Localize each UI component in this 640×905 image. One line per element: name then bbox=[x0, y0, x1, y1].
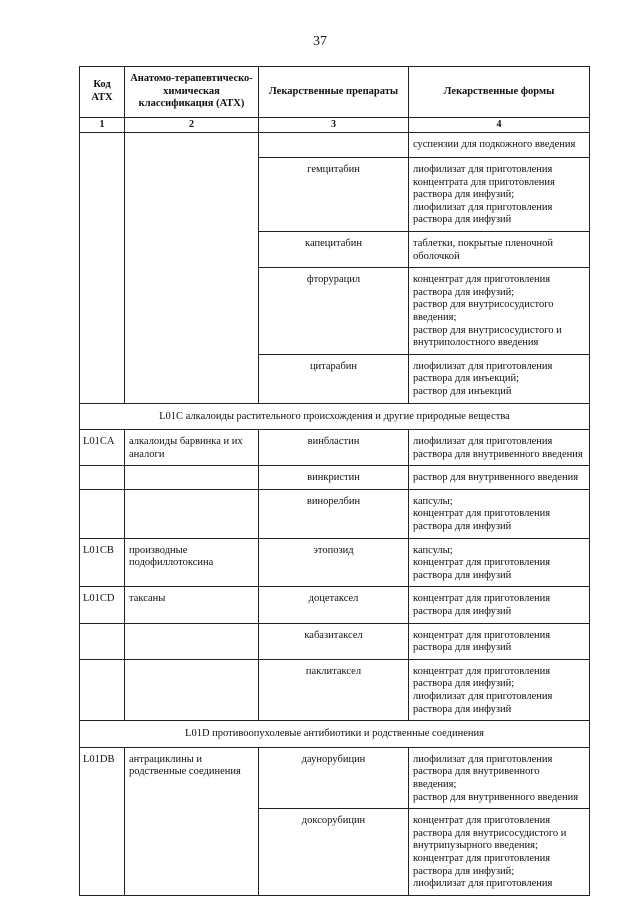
form-cell bbox=[409, 133, 590, 158]
form-cell bbox=[409, 623, 590, 659]
form-line: концентрат для приготовления раствора для инфузий; bbox=[413, 852, 551, 877]
form-cell bbox=[409, 587, 590, 623]
code-cell: L01CD bbox=[80, 587, 125, 623]
form-line: концентрат для приготовления раствора для инфузий; bbox=[413, 665, 551, 690]
drug-cell: цитарабин bbox=[259, 354, 409, 403]
form-line: лиофилизат для приготовления раствора для инфузий bbox=[413, 201, 553, 226]
drug-cell: капецитабин bbox=[259, 231, 409, 267]
drug-table bbox=[79, 66, 590, 896]
table-header-row bbox=[80, 67, 590, 118]
form-line: лиофилизат для приготовления bbox=[413, 878, 553, 890]
form-line: капсулы; bbox=[413, 495, 453, 507]
form-line: концентрат для приготовления раствора для инфузий bbox=[413, 508, 551, 533]
form-cell bbox=[409, 231, 590, 267]
classification-cell bbox=[125, 623, 259, 659]
drug-cell: доцетаксел bbox=[259, 587, 409, 623]
form-line: капсулы; bbox=[413, 544, 453, 556]
form-line: раствор для внутрисосудистого и внутриполостного введения bbox=[413, 324, 562, 349]
form-cell bbox=[409, 747, 590, 808]
header-forms: Лекарственные формы bbox=[409, 67, 590, 118]
form-cell bbox=[409, 430, 590, 466]
table-row bbox=[80, 659, 590, 720]
code-cell bbox=[80, 489, 125, 538]
drug-cell: гемцитабин bbox=[259, 158, 409, 232]
drug-cell: винкристин bbox=[259, 466, 409, 490]
column-number: 3 bbox=[259, 118, 409, 133]
form-cell bbox=[409, 809, 590, 896]
table-row bbox=[80, 587, 590, 623]
code-cell bbox=[80, 623, 125, 659]
classification-cell: производные подофиллотоксина bbox=[125, 538, 259, 587]
code-cell: L01CB bbox=[80, 538, 125, 587]
form-cell bbox=[409, 268, 590, 355]
code-cell bbox=[80, 133, 125, 404]
form-line: лиофилизат для приготовления концентрата для приготовления раствора для инфузий; bbox=[413, 164, 555, 201]
table-row bbox=[80, 489, 590, 538]
drug-cell: доксорубицин bbox=[259, 809, 409, 896]
section-title: L01D противоопухолевые антибиотики и родственные соединения bbox=[80, 721, 590, 748]
section-row bbox=[80, 403, 590, 430]
table-row bbox=[80, 133, 590, 158]
header-drugs: Лекарственные препараты bbox=[259, 67, 409, 118]
drug-cell: винбластин bbox=[259, 430, 409, 466]
table-row bbox=[80, 538, 590, 587]
table-row bbox=[80, 623, 590, 659]
form-line: лиофилизат для приготовления раствора для инфузий bbox=[413, 691, 553, 715]
classification-cell: алкалоиды барвинка и их аналоги bbox=[125, 430, 259, 466]
form-line: суспензии для подкожного введения bbox=[413, 139, 576, 150]
header-classification: Анатомо-терапевтическо-химическая классификация (АТХ) bbox=[125, 67, 259, 118]
code-cell bbox=[80, 466, 125, 490]
form-line: раствор для внутривенного введения bbox=[413, 472, 579, 484]
table-row bbox=[80, 466, 590, 490]
form-cell bbox=[409, 354, 590, 403]
code-cell bbox=[80, 659, 125, 720]
form-line: концентрат для приготовления раствора для инфузий; bbox=[413, 274, 551, 298]
classification-cell: антрациклины и родственные соединения bbox=[125, 747, 259, 895]
code-cell: L01DB bbox=[80, 747, 125, 895]
table-row bbox=[80, 747, 590, 808]
section-row bbox=[80, 721, 590, 748]
code-cell: L01CA bbox=[80, 430, 125, 466]
form-line: лиофилизат для приготовления раствора для внутривенного введения; bbox=[413, 753, 553, 790]
drug-cell: кабазитаксел bbox=[259, 623, 409, 659]
classification-cell: таксаны bbox=[125, 587, 259, 623]
drug-cell: этопозид bbox=[259, 538, 409, 587]
form-line: таблетки, покрытые пленочной оболочкой bbox=[413, 237, 554, 262]
page-number: 37 bbox=[313, 34, 327, 49]
classification-cell bbox=[125, 659, 259, 720]
column-number: 2 bbox=[125, 118, 259, 133]
form-line: концентрат для приготовления раствора для внутрисосудистого и внутрипузырного введения; bbox=[413, 815, 567, 852]
form-line: раствор для инъекций bbox=[413, 385, 512, 397]
header-atc-code: Код АТХ bbox=[80, 67, 125, 118]
classification-cell bbox=[125, 489, 259, 538]
classification-cell bbox=[125, 466, 259, 490]
form-line: концентрат для приготовления раствора для инфузий bbox=[413, 629, 551, 654]
column-number: 4 bbox=[409, 118, 590, 133]
form-cell bbox=[409, 158, 590, 232]
form-line: раствор для внутривенного введения bbox=[413, 791, 579, 803]
section-title: L01C алкалоиды растительного происхождения и другие природные вещества bbox=[80, 403, 590, 430]
form-line: лиофилизат для приготовления раствора для внутривенного введения bbox=[413, 436, 583, 460]
drug-cell: даунорубицин bbox=[259, 747, 409, 808]
form-line: раствор для внутрисосудистого введения; bbox=[413, 299, 554, 323]
table-row bbox=[80, 430, 590, 466]
form-cell bbox=[409, 659, 590, 720]
drug-cell bbox=[259, 133, 409, 158]
column-number-row bbox=[80, 118, 590, 133]
drug-cell: винорелбин bbox=[259, 489, 409, 538]
classification-cell bbox=[125, 133, 259, 404]
form-cell bbox=[409, 466, 590, 490]
form-line: концентрат для приготовления раствора для инфузий bbox=[413, 557, 551, 581]
column-number: 1 bbox=[80, 118, 125, 133]
form-cell bbox=[409, 538, 590, 587]
drug-cell: фторурацил bbox=[259, 268, 409, 355]
form-cell bbox=[409, 489, 590, 538]
drug-cell: паклитаксел bbox=[259, 659, 409, 720]
form-line: концентрат для приготовления раствора для инфузий bbox=[413, 593, 551, 618]
form-line: лиофилизат для приготовления раствора для инъекций; bbox=[413, 360, 553, 385]
